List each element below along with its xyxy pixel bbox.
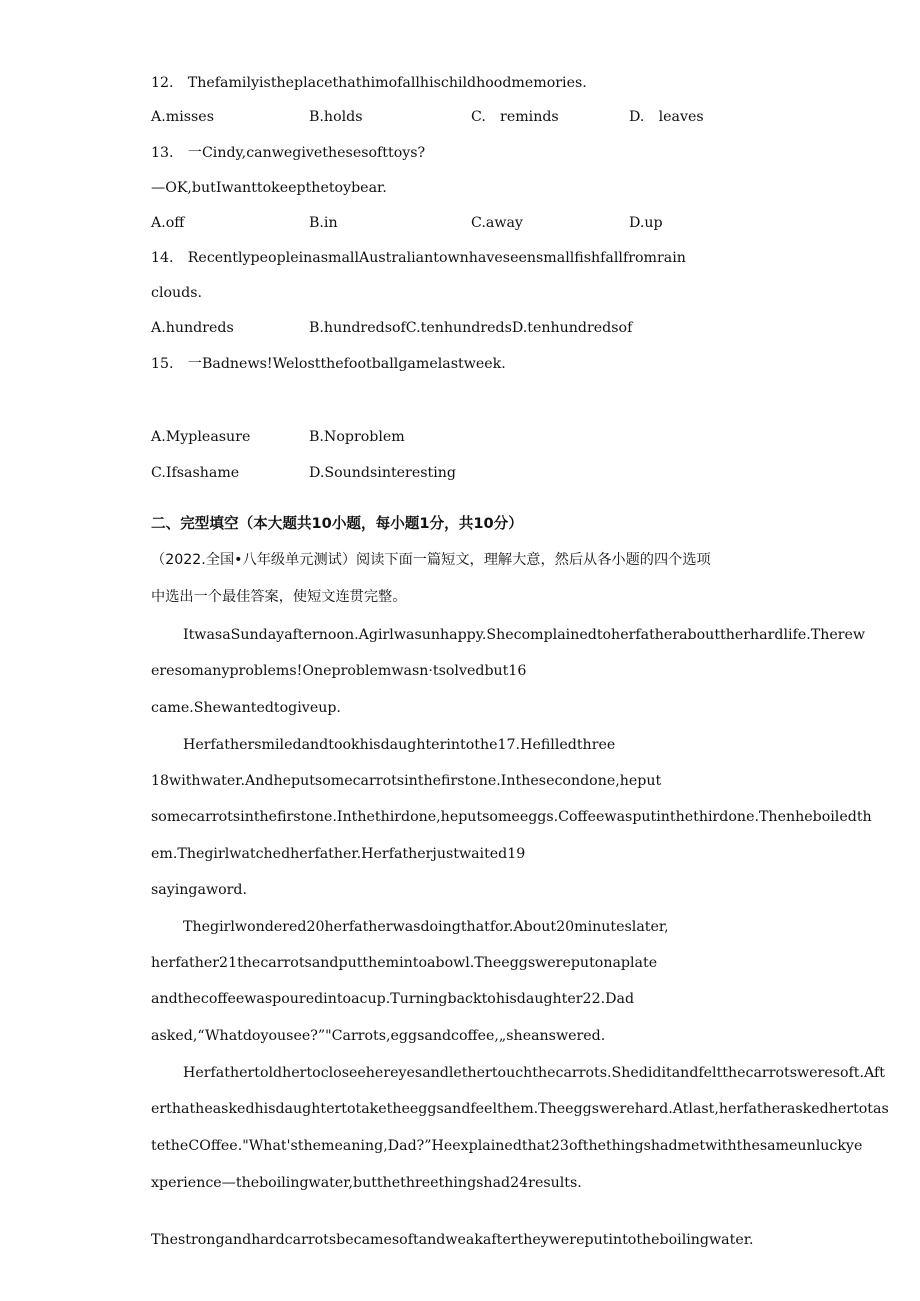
question-15-option-d: D.Soundsinteresting: [309, 465, 456, 481]
passage-line: Thegirlwondered20herfatherwasdoingthatfor.About20minuteslater,: [183, 919, 669, 935]
passage-line: herfather21thecarrotsandputthemintoabowl.Theeggswereputonaplate: [151, 955, 658, 971]
question-15-stem: 15. 一Badnews!Welostthefootballgamelastweek.: [151, 356, 506, 372]
question-12-option-b: B.holds: [309, 109, 363, 125]
passage-line: xperience—theboilingwater,butthethreethingshad24results.: [151, 1175, 582, 1191]
question-12-option-a: A.misses: [151, 109, 214, 125]
passage-line: Herfathersmiledandtookhisdaughterintothe17.Hefilledthree: [183, 737, 616, 753]
question-15-option-a: A.Mypleasure: [151, 429, 251, 445]
question-13-option-c: C.away: [471, 215, 523, 231]
question-14-option-a: A.hundreds: [151, 320, 234, 336]
question-15-option-b: B.Noproblem: [309, 429, 405, 445]
question-15-option-c: C.Ifsashame: [151, 465, 240, 481]
passage-line: ItwasaSundayafternoon.Agirlwasunhappy.Shecomplainedtoherfatherabouttherhardlife.Therew: [183, 627, 866, 643]
question-12-option-c: C. reminds: [471, 109, 559, 125]
question-13-option-d: D.up: [629, 215, 663, 231]
question-13-stem: 13. 一Cindy,canwegivethesesofttoys?: [151, 145, 426, 161]
question-12-option-d: D. leaves: [629, 109, 704, 125]
section-intro-line1: （2022.全国•八年级单元测试）阅读下面一篇短文，理解大意，然后从各小题的四个选项: [151, 552, 711, 568]
passage-line: 18withwater.Andheputsomecarrotsinthefirstone.Inthesecondone,heput: [151, 773, 662, 789]
passage-line: Herfathertoldhertocloseehereyesandlethertouchthecarrots.Shediditandfeltthecarrotsweresoft.Aft: [183, 1065, 885, 1081]
question-13-option-b: B.in: [309, 215, 338, 231]
passage-line: andthecoffeewaspouredintoacup.Turningbacktohisdaughter22.Dad: [151, 991, 635, 1007]
passage-line: eresomanyproblems!Oneproblemwasn·tsolvedbut16: [151, 663, 527, 679]
passage-line: asked,“Whatdoyousee?”"Carrots,eggsandcoffee,„sheanswered.: [151, 1028, 606, 1044]
question-14-stem-cont: clouds.: [151, 285, 203, 301]
passage-line: em.Thegirlwatchedherfather.Herfatherjustwaited19: [151, 846, 526, 862]
question-13-reply: —OK,butIwanttokeepthetoybear.: [151, 180, 387, 196]
question-14-stem: 14. RecentlypeopleinasmallAustraliantownhaveseensmallfishfallfromrain: [151, 250, 686, 266]
passage-line: erthatheaskedhisdaughtertotaketheeggsandfeelthem.Theeggswerehard.Atlast,herfatheraskedhertotas: [151, 1101, 889, 1117]
passage-line: tetheCOffee."What'sthemeaning,Dad?”Heexplainedthat23ofthethingshadmetwiththesameunluckye: [151, 1138, 863, 1154]
section-heading: 二、完型填空（本大题共10小题，每小题1分，共10分）: [151, 515, 523, 532]
section-intro-line2: 中选出一个最佳答案，使短文连贯完整。: [151, 589, 407, 605]
passage-line: Thestrongandhardcarrotsbecamesoftandweakaftertheywereputintotheboilingwater.: [151, 1232, 754, 1248]
question-12-stem: 12. Thefamilyistheplacethathimofallhischildhoodmemories.: [151, 75, 587, 91]
question-13-option-a: A.off: [151, 215, 185, 231]
passage-line: somecarrotsinthefirstone.Inthethirdone,heputsomeeggs.Coffeewasputinthethirdone.Thenheboiledth: [151, 809, 872, 825]
passage-line: sayingaword.: [151, 882, 248, 898]
passage-line: came.Shewantedtogiveup.: [151, 700, 341, 716]
question-14-options-bcd: B.hundredsofC.tenhundredsD.tenhundredsof: [309, 320, 633, 336]
